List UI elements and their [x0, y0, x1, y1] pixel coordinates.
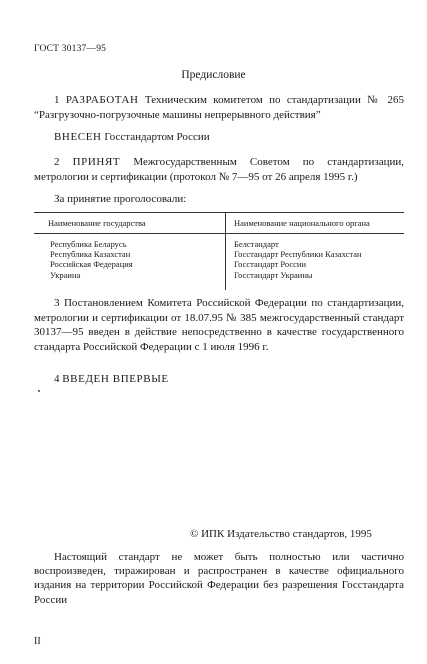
- copyright-line: © ИПК Издательство стандартов, 1995: [190, 528, 372, 540]
- item-1-developed: [34, 93, 404, 122]
- item-1b-lead: ВНЕСЕН: [54, 131, 102, 143]
- item-1-text: Техническим комитетом по стандартизации № 265 “Разгрузочно-погрузочные машины непрерывного действия”: [34, 94, 404, 121]
- table-column-divider: [225, 212, 226, 290]
- voted-label: За принятие проголосовали:: [54, 193, 187, 205]
- table-column-states: [50, 239, 133, 280]
- table-cell-state: Республика Беларусь: [50, 239, 127, 249]
- item-1-lead: РАЗРАБОТАН: [65, 94, 139, 106]
- stray-mark: [38, 390, 40, 392]
- item-4-lead: ВВЕДЕН ВПЕРВЫЕ: [62, 373, 169, 385]
- table-header-state: Наименование государства: [48, 218, 146, 228]
- table-column-bodies: [234, 239, 362, 280]
- table-cell-body: Белстандарт: [234, 239, 279, 249]
- item-1-submitted: [34, 130, 404, 145]
- item-2-lead: ПРИНЯТ: [72, 156, 121, 168]
- item-2-text: Межгосударственным Советом по стандартизации, метрологии и сертификации (протокол № 7—95 от 26 апреля 1995 г.): [34, 156, 405, 183]
- item-2-number: 2: [54, 156, 60, 168]
- table-cell-body: Госстандарт Украины: [234, 269, 313, 280]
- item-4-introduced: [34, 372, 404, 387]
- table-header-body: Наименование национального органа: [234, 218, 370, 228]
- item-2-adopted: [34, 155, 404, 184]
- item-1b-text: Госстандартом России: [101, 131, 210, 143]
- table-cell-body: Госстандарт Республики Казахстан: [234, 249, 362, 260]
- table-header-rule: [34, 233, 404, 234]
- table-cell-state: Республика Казахстан: [50, 249, 131, 260]
- reproduction-notice: Настоящий стандарт не может быть полностью или частично воспроизведен, тиражирован и распространен в качестве официального издания на территории Российской Федерации без разрешения Госстандарта России: [34, 551, 404, 606]
- table-cell-body: Госстандарт России: [234, 259, 307, 270]
- item-4-number: 4: [54, 373, 60, 385]
- section-title: Предисловие: [181, 69, 246, 81]
- table-cell-state: Украина: [50, 269, 81, 280]
- page-number: II: [34, 636, 41, 647]
- item-3-decree: 3 Постановлением Комитета Российской Федерации по стандартизации, метрологии и сертификации от 18.07.95 № 385 межгосударственный стандарт 30137—95 введен в действие непосредственно в качестве государственного стандарта Российской Федерации с 1 июля 1996 г.: [34, 297, 404, 353]
- item-1-number: 1: [54, 94, 60, 106]
- table-top-rule: [34, 212, 404, 213]
- document-code: ГОСТ 30137—95: [34, 44, 107, 54]
- table-cell-state: Российская Федерация: [50, 259, 133, 270]
